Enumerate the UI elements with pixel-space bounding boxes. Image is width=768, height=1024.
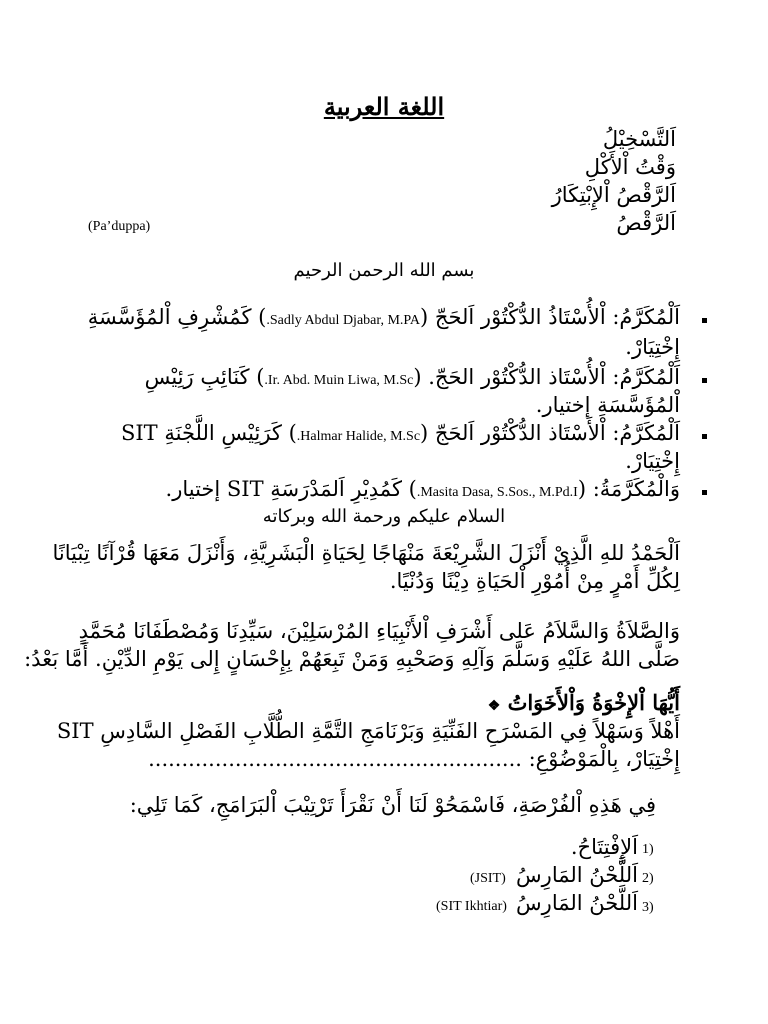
honoree-role: ) كَمُشْرِفِ اْلمُؤَسَّسَةِ [87, 305, 267, 329]
honoree-title: اَلْمُكَرَّمُ: اْلأُسْتَاذ الدُّكْتُوْر الحَجّ. ( [413, 365, 680, 389]
agenda-item: اَللَّحْنُ المَارِسُ [516, 891, 638, 915]
program-item: اَلرَّقْصُ اْلإِبْتِكَارُ [551, 183, 676, 207]
honoree-name: Halmar Halide, M.Sc. [296, 429, 421, 444]
honoree-line [121, 418, 680, 452]
honoree-name: Sadly Abdul Djabar, M.PA. [266, 313, 421, 328]
welcome-line: أَهْلاً وَسَهْلاً فِي المَسْرَحِ الفَنِّيَةِ وَبَرْنَامَجِ التَّمَّةِ الطُّلَّابِ الفَصْلِ السَّادِسِ SIT [56, 719, 680, 743]
program-item: وَقْتُ اْلأَكْلِ [584, 155, 676, 179]
agenda-number: 2) [642, 871, 654, 886]
honoree-title: وَالْمُكَرَّمَةُ: ( [577, 477, 680, 501]
honoree-name: Masita Dasa, S.Sos., M.Pd.I. [416, 485, 578, 500]
honoree-line-cont: اْلمُؤَسَّسَةِ إختيار. [535, 393, 680, 417]
honoree-role: ) كَمُدِيْرِ اَلمَدْرَسَةِ SIT إختيار. [165, 477, 417, 501]
address-text: أَيُّهَا اْلإِخْوَةُ وَاْلأَخَوَاتُ [507, 690, 680, 715]
hamd-line: لِكُلِّ أَمْرٍ مِنْ أُمُوْرِ اْلحَيَاةِ دِيْنًا وَدُنْيًا. [389, 569, 680, 593]
honoree-title: اَلْمُكَرَّمُ: اْلأَسْتَاذ الدُّكْتُوْر اَلحَجّ ( [420, 421, 680, 445]
honoree-name: Ir. Abd. Muin Liwa, M.Sc. [264, 373, 414, 388]
honoree-line [88, 302, 680, 336]
honoree-role: ) كَنَائِبِ رَئِيْسِ [144, 365, 265, 389]
diamond-bullet-icon: ❖ [487, 698, 501, 714]
agenda-number: 1) [642, 842, 654, 857]
occasion-text: فِي هَذِهِ اْلفُرْصَةِ، فَاسْمَحُوْ لَنَا أَنْ نَقْرَأَ تَرْتِيْبَ اْلبَرَامَجِ، كَمَا تَلِي: [129, 793, 656, 817]
basmala: بسم الله الرحمن الرحيم [293, 260, 475, 281]
honoree-role: ) كَرَئِيْسِ اللَّجْنَةِ SIT [120, 421, 297, 445]
salawat-line: صَلَّى اللهُ عَلَيْهِ وَسَلَّمَ وَآلِهِ وَصَحْبِهِ وَمَنْ تَبِعَهُمْ بِإِحْسَانٍ إِلى يَوْمِ الدِّيْنِ. أَمَّا بَعْدُ: [24, 647, 680, 671]
agenda-number: 3) [642, 900, 654, 915]
welcome-line: إِخْتِيَارْ، بِالْمَوْضُوْعِ: ........................................................ [148, 747, 680, 771]
agenda-item: اَللَّحْنُ المَارِسُ [516, 863, 638, 887]
program-item: اَلتَّسْخِيْلُ [602, 127, 676, 151]
honoree-title: اَلْمُكَرَّمُ: اْلأُسْتَاذُ الدُّكْتُوْر اَلحَجّ ( [420, 305, 680, 329]
salam-greeting: السلام عليكم ورحمة الله وبركاته [262, 506, 506, 527]
bullet-icon [702, 318, 707, 323]
bullet-icon [702, 490, 707, 495]
honoree-line-cont: إِخْتِيَارْ. [625, 335, 680, 359]
hamd-line: اَلْحَمْدُ للهِ الَّذِيْ أَنْزَلَ الشَّرِيْعَةَ مَنْهَاجًا لِحَيَاةِ الْبَشَرِيَّةِ، وَأَنْزَلَ مَعَهَا قُرْآنًا تِبْيَانًا [52, 541, 680, 565]
salawat-line: وَالصَّلاَةُ وَالسَّلاَمُ عَلى أَشْرَفِ اْلأَنْبِيَاءِ المُرْسَلِيْنَ، سَيِّدِنَا وَمُصْطَفَانَا مُحَمَّدٍ [78, 619, 680, 643]
agenda-note: (SIT Ikhtiar) [436, 899, 507, 914]
bullet-icon [702, 434, 707, 439]
program-item: اَلرَّقْصُ [616, 211, 676, 235]
agenda-note: (JSIT) [470, 871, 506, 886]
program-item-note: (Pa’duppa) [88, 219, 151, 234]
page-title: اللغة العربية [323, 92, 445, 121]
bullet-icon [702, 378, 707, 383]
honoree-line-cont: إِخْتِيَارْ. [625, 449, 680, 473]
agenda-item: اَلإِفْتِتَاحُ. [570, 835, 638, 859]
